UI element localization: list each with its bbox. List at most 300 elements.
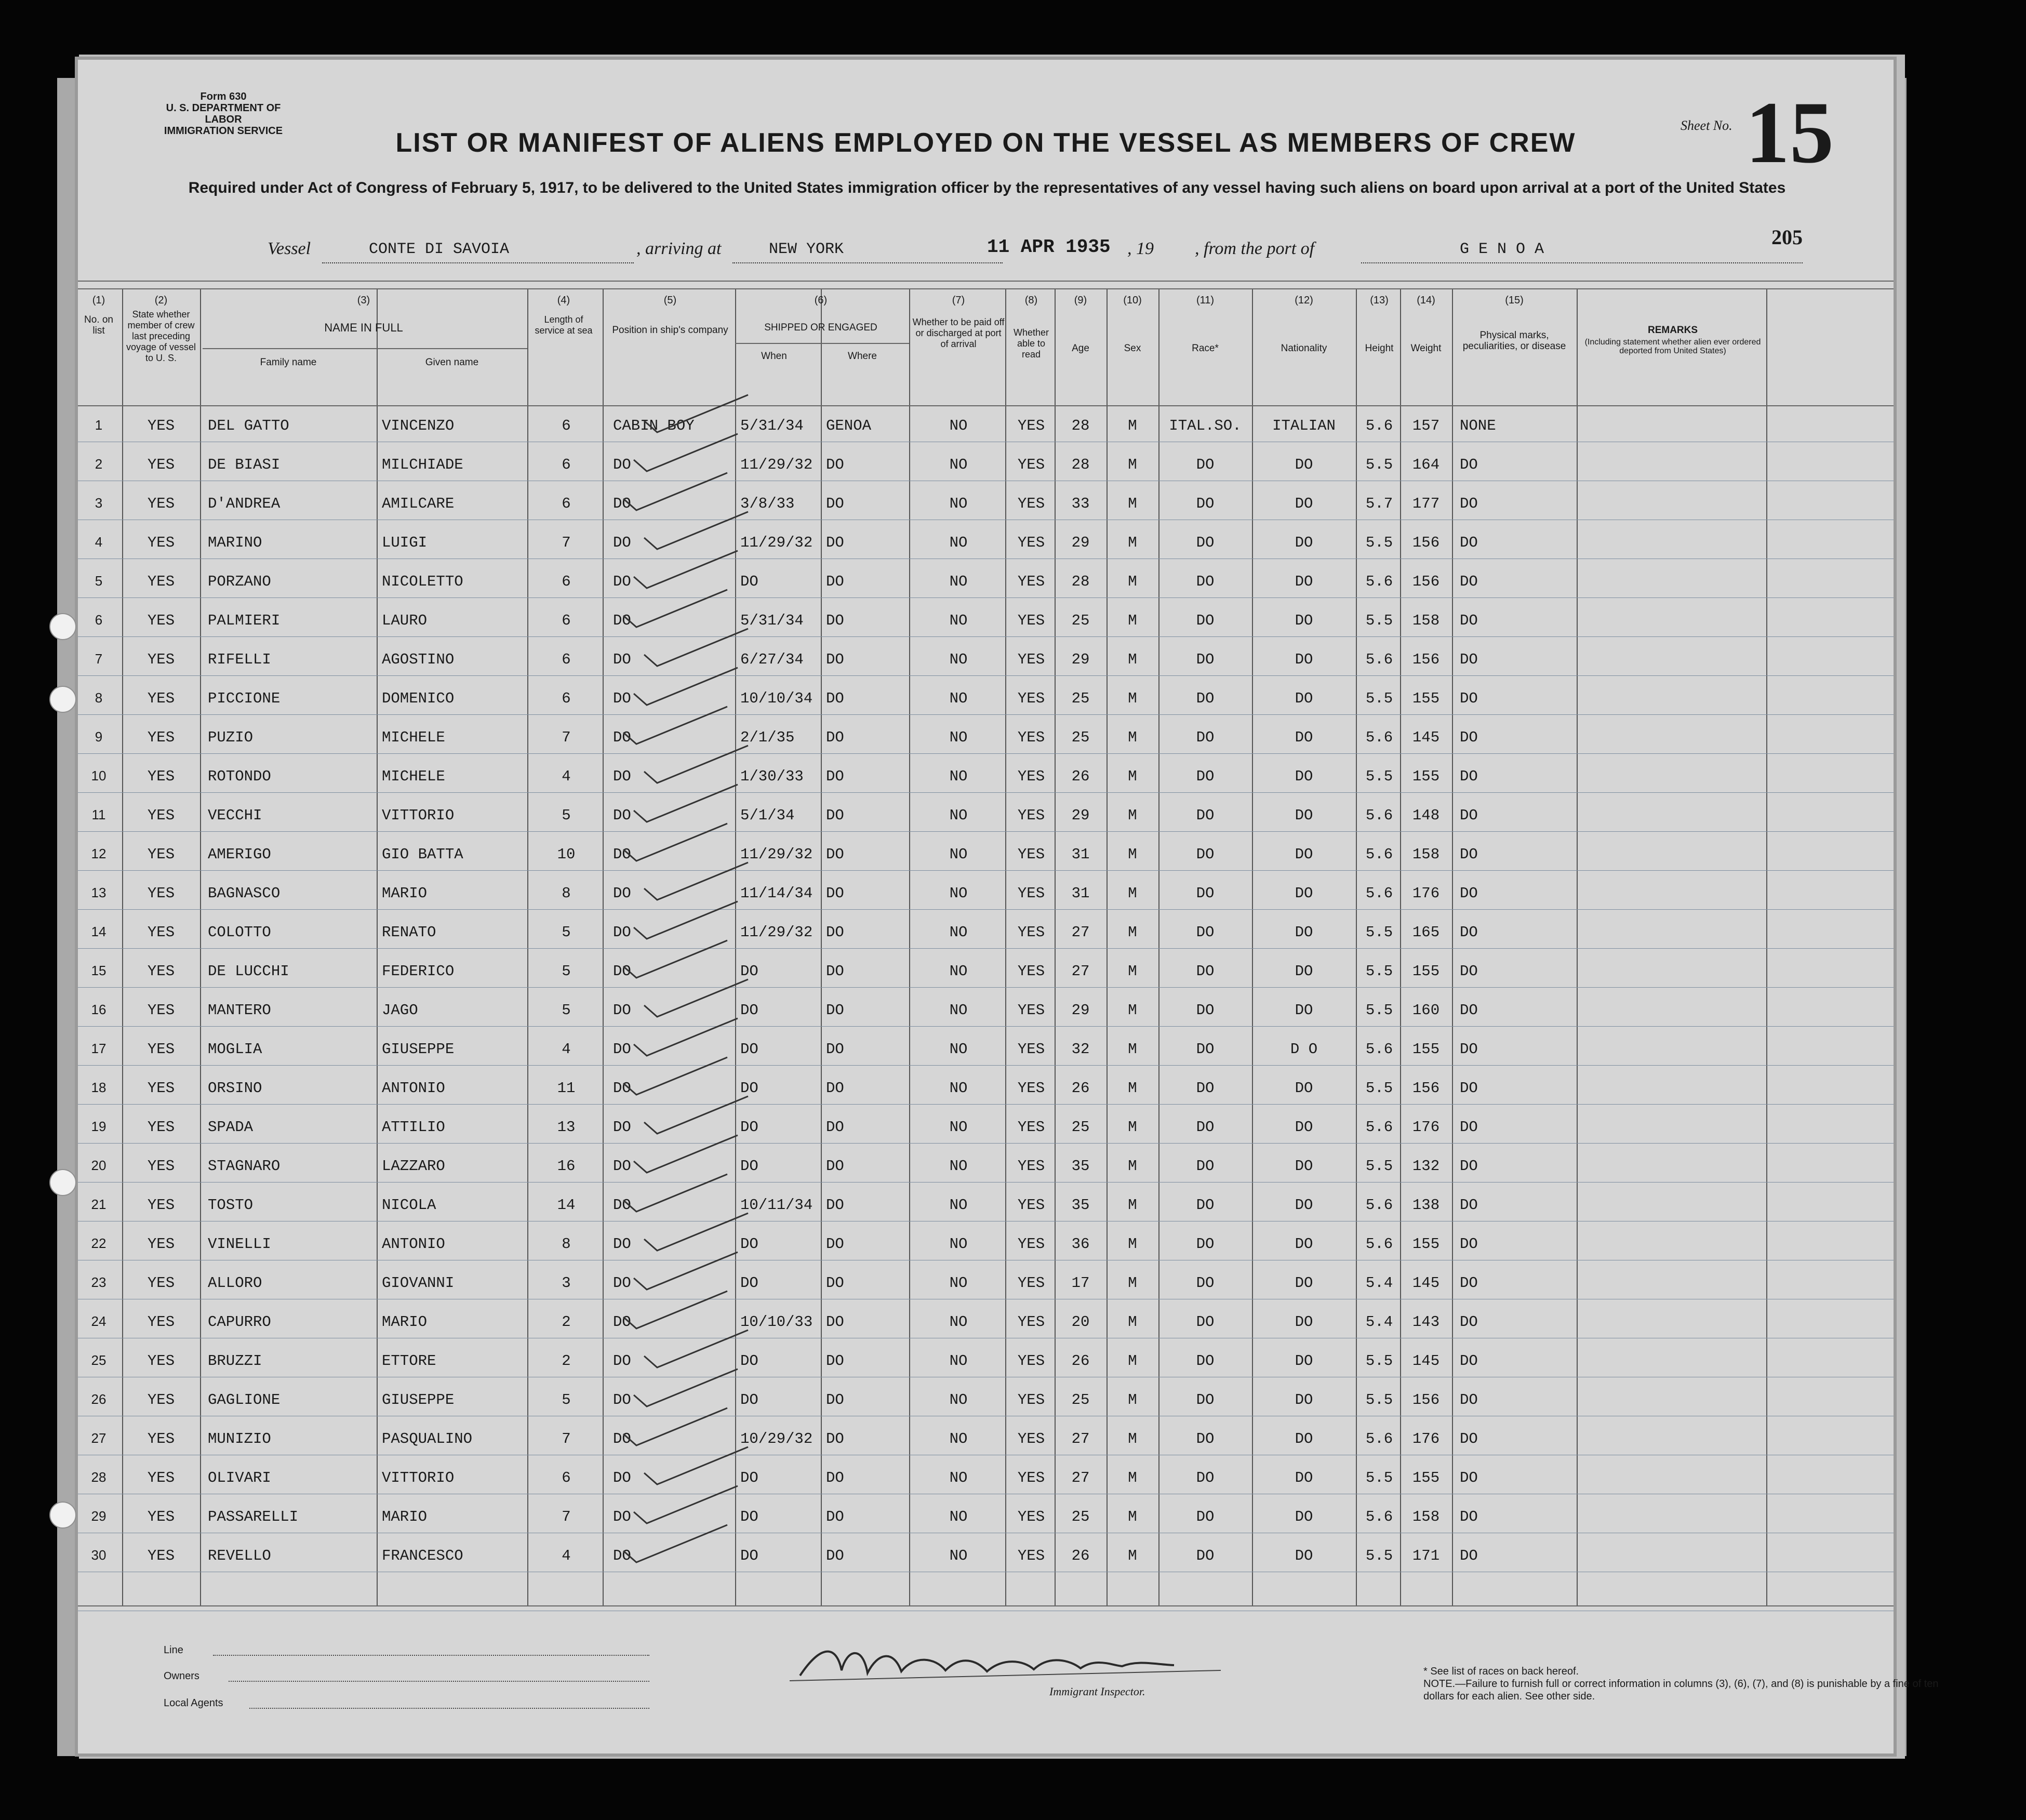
cell-ht: 5.5 xyxy=(1365,1391,1393,1409)
cell-ht: 5.5 xyxy=(1365,924,1393,941)
cell-race: DO xyxy=(1196,1391,1215,1409)
cell-ht: 5.5 xyxy=(1365,1080,1393,1097)
cell-pos: DO xyxy=(613,885,631,902)
cell-marks: DO xyxy=(1460,651,1478,668)
cell-read: YES xyxy=(1017,1352,1045,1370)
cell-p: YES xyxy=(147,1002,175,1019)
cell-wt: 171 xyxy=(1412,1547,1440,1564)
cell-fam: D'ANDREA xyxy=(208,495,281,512)
cell-when: DO xyxy=(740,1547,758,1564)
cell-n: 17 xyxy=(91,1041,106,1056)
cell-ht: 5.5 xyxy=(1365,1469,1393,1486)
cell-sex: M xyxy=(1128,1391,1137,1409)
cell-len: 4 xyxy=(562,768,571,785)
cell-n: 25 xyxy=(91,1352,106,1368)
cell-paid: NO xyxy=(949,729,968,746)
cell-nat: DO xyxy=(1295,1236,1313,1253)
cell-age: 35 xyxy=(1071,1158,1090,1175)
cell-wt: 156 xyxy=(1412,651,1440,668)
colnum-5: (5) xyxy=(663,295,677,306)
cell-when: 5/31/34 xyxy=(740,417,804,434)
cell-pos: DO xyxy=(613,495,631,512)
header-rule xyxy=(78,281,1894,282)
cell-fam: PUZIO xyxy=(208,729,254,746)
cell-n: 13 xyxy=(91,885,106,900)
cell-wt: 145 xyxy=(1412,1352,1440,1370)
cell-where: DO xyxy=(826,729,844,746)
cell-pos: DO xyxy=(613,963,631,980)
header-able-to-read: Whether able to read xyxy=(1013,327,1049,360)
cell-nat: DO xyxy=(1295,1080,1313,1097)
cell-fam: AMERIGO xyxy=(208,846,271,863)
header-rule xyxy=(203,348,527,349)
cell-wt: 145 xyxy=(1412,729,1440,746)
cell-pos: DO xyxy=(613,651,631,668)
cell-race: DO xyxy=(1196,1119,1215,1136)
cell-age: 32 xyxy=(1071,1041,1090,1058)
header-physical-marks: Physical marks, peculiarities, or disease xyxy=(1462,330,1566,352)
cell-marks: DO xyxy=(1460,1041,1478,1058)
cell-nat: DO xyxy=(1295,690,1313,707)
cell-marks: DO xyxy=(1460,1313,1478,1331)
sheet-number: 15 xyxy=(1745,84,1834,181)
cell-marks: DO xyxy=(1460,1430,1478,1447)
cell-giv: MARIO xyxy=(382,1313,428,1331)
cell-nat: DO xyxy=(1295,1469,1313,1486)
cell-age: 26 xyxy=(1071,1080,1090,1097)
cell-p: YES xyxy=(147,846,175,863)
cell-ht: 5.5 xyxy=(1365,1158,1393,1175)
cell-race: DO xyxy=(1196,573,1215,590)
cell-read: YES xyxy=(1017,768,1045,785)
header-paid-off: Whether to be paid off or discharged at port of arrival xyxy=(912,317,1005,349)
footer-owners-label: Owners xyxy=(164,1670,199,1682)
cell-paid: NO xyxy=(949,417,968,434)
cell-sex: M xyxy=(1128,1197,1137,1214)
cell-sex: M xyxy=(1128,651,1137,668)
cell-wt: 155 xyxy=(1412,690,1440,707)
colnum-10: (10) xyxy=(1123,295,1142,306)
cell-wt: 156 xyxy=(1412,534,1440,551)
cell-paid: NO xyxy=(949,768,968,785)
cell-age: 17 xyxy=(1071,1274,1090,1292)
row-rule xyxy=(78,1143,1894,1144)
cell-read: YES xyxy=(1017,690,1045,707)
cell-paid: NO xyxy=(949,690,968,707)
cell-age: 27 xyxy=(1071,963,1090,980)
cell-read: YES xyxy=(1017,1391,1045,1409)
cell-pos: DO xyxy=(613,1352,631,1370)
cell-when: 11/29/32 xyxy=(740,846,813,863)
cell-age: 26 xyxy=(1071,1352,1090,1370)
document-title: LIST OR MANIFEST OF ALIENS EMPLOYED ON THE VESSEL AS MEMBERS OF CREW xyxy=(395,128,1576,158)
cell-giv: MARIO xyxy=(382,1508,428,1525)
cell-read: YES xyxy=(1017,456,1045,473)
cell-marks: DO xyxy=(1460,1119,1478,1136)
colnum-6: (6) xyxy=(814,295,828,306)
colnum-2: (2) xyxy=(154,295,168,306)
cell-sex: M xyxy=(1128,768,1137,785)
cell-age: 31 xyxy=(1071,846,1090,863)
header-age: Age xyxy=(1072,343,1089,354)
cell-pos: DO xyxy=(613,924,631,941)
column-rule xyxy=(1356,288,1357,1605)
cell-age: 36 xyxy=(1071,1236,1090,1253)
handwritten-checkmarks xyxy=(78,60,1894,1753)
cell-where: DO xyxy=(826,1002,844,1019)
cell-giv: GIUSEPPE xyxy=(382,1041,455,1058)
cell-fam: BRUZZI xyxy=(208,1352,262,1370)
cell-n: 20 xyxy=(91,1158,106,1173)
cell-read: YES xyxy=(1017,573,1045,590)
cell-n: 30 xyxy=(91,1547,106,1563)
cell-where: DO xyxy=(826,885,844,902)
cell-age: 29 xyxy=(1071,534,1090,551)
row-rule xyxy=(78,948,1894,949)
cell-nat: DO xyxy=(1295,573,1313,590)
cell-giv: JAGO xyxy=(382,1002,418,1019)
cell-sex: M xyxy=(1128,534,1137,551)
column-rule xyxy=(1252,288,1253,1605)
cell-ht: 5.6 xyxy=(1365,417,1393,434)
cell-when: 11/29/32 xyxy=(740,456,813,473)
cell-p: YES xyxy=(147,1274,175,1292)
cell-where: DO xyxy=(826,846,844,863)
cell-sex: M xyxy=(1128,1236,1137,1253)
cell-n: 11 xyxy=(91,807,106,822)
cell-giv: VITTORIO xyxy=(382,807,455,824)
cell-fam: RIFELLI xyxy=(208,651,271,668)
cell-where: DO xyxy=(826,573,844,590)
cell-read: YES xyxy=(1017,846,1045,863)
row-rule xyxy=(78,909,1894,910)
cell-pos: DO xyxy=(613,729,631,746)
from-port-label: , from the port of xyxy=(1195,239,1315,258)
cell-read: YES xyxy=(1017,1002,1045,1019)
cell-n: 18 xyxy=(91,1080,106,1095)
cell-giv: MARIO xyxy=(382,885,428,902)
cell-ht: 5.4 xyxy=(1365,1274,1393,1292)
cell-sex: M xyxy=(1128,963,1137,980)
cell-ht: 5.5 xyxy=(1365,963,1393,980)
header-family-name: Family name xyxy=(260,357,317,368)
vessel-label: Vessel xyxy=(268,239,311,258)
cell-sex: M xyxy=(1128,1313,1137,1331)
binder-hole xyxy=(49,1502,76,1529)
cell-marks: DO xyxy=(1460,885,1478,902)
cell-pos: DO xyxy=(613,1430,631,1447)
cell-fam: PALMIERI xyxy=(208,612,281,629)
cell-p: YES xyxy=(147,768,175,785)
manifest-sheet xyxy=(78,60,1939,1753)
cell-marks: DO xyxy=(1460,846,1478,863)
cell-pos: DO xyxy=(613,1119,631,1136)
cell-race: DO xyxy=(1196,1547,1215,1564)
cell-nat: DO xyxy=(1295,963,1313,980)
cell-paid: NO xyxy=(949,651,968,668)
cell-wt: 176 xyxy=(1412,1119,1440,1136)
cell-nat: DO xyxy=(1295,1391,1313,1409)
cell-pos: DO xyxy=(613,846,631,863)
cell-giv: RENATO xyxy=(382,924,436,941)
cell-nat: DO xyxy=(1295,1002,1313,1019)
cell-marks: DO xyxy=(1460,963,1478,980)
footer-owners-field xyxy=(229,1681,649,1682)
colnum-4: (4) xyxy=(557,295,570,306)
cell-n: 1 xyxy=(95,417,103,433)
cell-where: DO xyxy=(826,1430,844,1447)
cell-nat: DO xyxy=(1295,651,1313,668)
cell-when: DO xyxy=(740,1469,758,1486)
cell-when: 11/14/34 xyxy=(740,885,813,902)
cell-fam: COLOTTO xyxy=(208,924,271,941)
cell-where: DO xyxy=(826,1119,844,1136)
cell-ht: 5.6 xyxy=(1365,1508,1393,1525)
cell-fam: REVELLO xyxy=(208,1547,271,1564)
cell-read: YES xyxy=(1017,1080,1045,1097)
header-weight: Weight xyxy=(1410,343,1442,354)
cell-pos: DO xyxy=(613,573,631,590)
vessel-name: CONTE DI SAVOIA xyxy=(369,241,510,258)
footer-line-field xyxy=(213,1655,649,1656)
cell-sex: M xyxy=(1128,846,1137,863)
header-remarks-sub: (Including statement whether alien ever ordered deported from United States) xyxy=(1584,338,1761,355)
cell-p: YES xyxy=(147,612,175,629)
cell-sex: M xyxy=(1128,612,1137,629)
colnum-14: (14) xyxy=(1417,295,1435,306)
cell-race: DO xyxy=(1196,729,1215,746)
footer-note xyxy=(1423,1665,1943,1703)
cell-age: 27 xyxy=(1071,924,1090,941)
cell-paid: NO xyxy=(949,1352,968,1370)
cell-where: DO xyxy=(826,924,844,941)
header-rule xyxy=(78,1605,1894,1606)
cell-ht: 5.6 xyxy=(1365,807,1393,824)
cell-p: YES xyxy=(147,1158,175,1175)
cell-paid: NO xyxy=(949,963,968,980)
column-rule xyxy=(1055,288,1056,1605)
cell-ht: 5.6 xyxy=(1365,885,1393,902)
cell-paid: NO xyxy=(949,1313,968,1331)
cell-nat: DO xyxy=(1295,612,1313,629)
column-rule xyxy=(1005,288,1006,1605)
cell-paid: NO xyxy=(949,1274,968,1292)
cell-pos: CABIN BOY xyxy=(613,417,695,434)
cell-race: DO xyxy=(1196,963,1215,980)
cell-race: DO xyxy=(1196,807,1215,824)
row-rule xyxy=(78,1104,1894,1105)
cell-when: 10/11/34 xyxy=(740,1197,813,1214)
column-rule xyxy=(735,288,736,1605)
binder-hole xyxy=(49,613,76,640)
cell-pos: DO xyxy=(613,612,631,629)
cell-n: 28 xyxy=(91,1469,106,1485)
cell-len: 10 xyxy=(557,846,576,863)
row-rule xyxy=(78,1065,1894,1066)
cell-read: YES xyxy=(1017,651,1045,668)
cell-n: 15 xyxy=(91,963,106,978)
cell-giv: GIOVANNI xyxy=(382,1274,455,1292)
cell-len: 16 xyxy=(557,1158,576,1175)
cell-where: DO xyxy=(826,1469,844,1486)
cell-wt: 164 xyxy=(1412,456,1440,473)
cell-paid: NO xyxy=(949,1002,968,1019)
cell-marks: DO xyxy=(1460,1158,1478,1175)
header-height: Height xyxy=(1365,343,1394,354)
cell-read: YES xyxy=(1017,1547,1045,1564)
cell-when: DO xyxy=(740,1041,758,1058)
cell-len: 4 xyxy=(562,1547,571,1564)
cell-read: YES xyxy=(1017,495,1045,512)
cell-nat: DO xyxy=(1295,1508,1313,1525)
header-rule xyxy=(78,288,1894,289)
cell-when: 11/29/32 xyxy=(740,924,813,941)
cell-sex: M xyxy=(1128,573,1137,590)
cell-race: DO xyxy=(1196,1041,1215,1058)
cell-marks: DO xyxy=(1460,612,1478,629)
cell-where: DO xyxy=(826,1391,844,1409)
cell-when: DO xyxy=(740,1080,758,1097)
cell-giv: AGOSTINO xyxy=(382,651,455,668)
cell-giv: NICOLETTO xyxy=(382,573,463,590)
column-rule xyxy=(200,288,201,1605)
cell-read: YES xyxy=(1017,1508,1045,1525)
cell-ht: 5.6 xyxy=(1365,729,1393,746)
cell-marks: DO xyxy=(1460,1391,1478,1409)
row-rule xyxy=(78,831,1894,832)
cell-wt: 160 xyxy=(1412,1002,1440,1019)
cell-ht: 5.5 xyxy=(1365,1547,1393,1564)
header-length-of-service: Length of service at sea xyxy=(535,314,593,336)
cell-when: DO xyxy=(740,1002,758,1019)
cell-sex: M xyxy=(1128,807,1137,824)
cell-p: YES xyxy=(147,1041,175,1058)
cell-wt: 145 xyxy=(1412,1274,1440,1292)
inspector-label: Immigrant Inspector. xyxy=(1049,1685,1145,1698)
cell-pos: DO xyxy=(613,1469,631,1486)
cell-read: YES xyxy=(1017,963,1045,980)
column-rule xyxy=(603,288,604,1605)
cell-p: YES xyxy=(147,1508,175,1525)
cell-ht: 5.5 xyxy=(1365,1352,1393,1370)
cell-marks: DO xyxy=(1460,1197,1478,1214)
cell-race: DO xyxy=(1196,1430,1215,1447)
cell-wt: 155 xyxy=(1412,768,1440,785)
cell-where: DO xyxy=(826,495,844,512)
cell-where: DO xyxy=(826,1274,844,1292)
cell-nat: DO xyxy=(1295,1430,1313,1447)
cell-n: 12 xyxy=(91,846,106,861)
vessel-dotline xyxy=(322,262,634,263)
cell-giv: PASQUALINO xyxy=(382,1430,473,1447)
cell-paid: NO xyxy=(949,1041,968,1058)
cell-read: YES xyxy=(1017,534,1045,551)
cell-giv: ETTORE xyxy=(382,1352,436,1370)
header-race: Race* xyxy=(1192,343,1219,354)
header-remarks: REMARKS xyxy=(1647,325,1698,336)
cell-paid: NO xyxy=(949,1469,968,1486)
cell-nat: DO xyxy=(1295,534,1313,551)
cell-pos: DO xyxy=(613,456,631,473)
cell-paid: NO xyxy=(949,573,968,590)
cell-len: 6 xyxy=(562,1469,571,1486)
cell-giv: MICHELE xyxy=(382,729,445,746)
cell-where: DO xyxy=(826,612,844,629)
colnum-8: (8) xyxy=(1024,295,1038,306)
cell-n: 6 xyxy=(95,612,103,628)
colnum-9: (9) xyxy=(1074,295,1087,306)
cell-when: 10/10/33 xyxy=(740,1313,813,1331)
cell-age: 25 xyxy=(1071,1508,1090,1525)
cell-fam: GAGLIONE xyxy=(208,1391,281,1409)
cell-len: 2 xyxy=(562,1352,571,1370)
cell-n: 16 xyxy=(91,1002,106,1017)
cell-age: 25 xyxy=(1071,690,1090,707)
cell-wt: 132 xyxy=(1412,1158,1440,1175)
header-nationality: Nationality xyxy=(1281,343,1327,354)
cell-pos: DO xyxy=(613,1313,631,1331)
cell-age: 26 xyxy=(1071,768,1090,785)
cell-nat: DO xyxy=(1295,1158,1313,1175)
year-label: , 19 xyxy=(1127,239,1154,258)
cell-where: DO xyxy=(826,690,844,707)
cell-paid: NO xyxy=(949,612,968,629)
cell-len: 7 xyxy=(562,534,571,551)
cell-ht: 5.6 xyxy=(1365,1119,1393,1136)
cell-where: DO xyxy=(826,1197,844,1214)
cell-sex: M xyxy=(1128,885,1137,902)
cell-giv: AMILCARE xyxy=(382,495,455,512)
cell-giv: FRANCESCO xyxy=(382,1547,463,1564)
cell-n: 4 xyxy=(95,534,103,550)
cell-race: DO xyxy=(1196,1080,1215,1097)
cell-marks: DO xyxy=(1460,1547,1478,1564)
cell-fam: DEL GATTO xyxy=(208,417,289,434)
header-rule xyxy=(735,343,909,344)
cell-nat: D O xyxy=(1290,1041,1318,1058)
cell-len: 6 xyxy=(562,456,571,473)
cell-sex: M xyxy=(1128,1002,1137,1019)
race-note: * See list of races on back hereof. xyxy=(1423,1666,1579,1677)
cell-giv: VINCENZO xyxy=(382,417,455,434)
cell-fam: MARINO xyxy=(208,534,262,551)
cell-marks: DO xyxy=(1460,729,1478,746)
cell-ht: 5.6 xyxy=(1365,1430,1393,1447)
cell-giv: MILCHIADE xyxy=(382,456,463,473)
cell-age: 25 xyxy=(1071,1391,1090,1409)
header-where: Where xyxy=(848,351,877,362)
cell-age: 27 xyxy=(1071,1430,1090,1447)
cell-fam: DE BIASI xyxy=(208,456,281,473)
cell-wt: 176 xyxy=(1412,1430,1440,1447)
cell-fam: SPADA xyxy=(208,1119,254,1136)
cell-when: 2/1/35 xyxy=(740,729,795,746)
cell-n: 3 xyxy=(95,495,103,511)
cell-age: 35 xyxy=(1071,1197,1090,1214)
cell-age: 31 xyxy=(1071,885,1090,902)
colnum-12: (12) xyxy=(1295,295,1313,306)
cell-marks: DO xyxy=(1460,534,1478,551)
cell-marks: DO xyxy=(1460,1508,1478,1525)
footer-agents-field xyxy=(249,1708,649,1709)
cell-sex: M xyxy=(1128,924,1137,941)
cell-len: 7 xyxy=(562,1508,571,1525)
cell-paid: NO xyxy=(949,1391,968,1409)
cell-paid: NO xyxy=(949,1236,968,1253)
cell-race: DO xyxy=(1196,612,1215,629)
cell-when: 3/8/33 xyxy=(740,495,795,512)
cell-when: 10/10/34 xyxy=(740,690,813,707)
